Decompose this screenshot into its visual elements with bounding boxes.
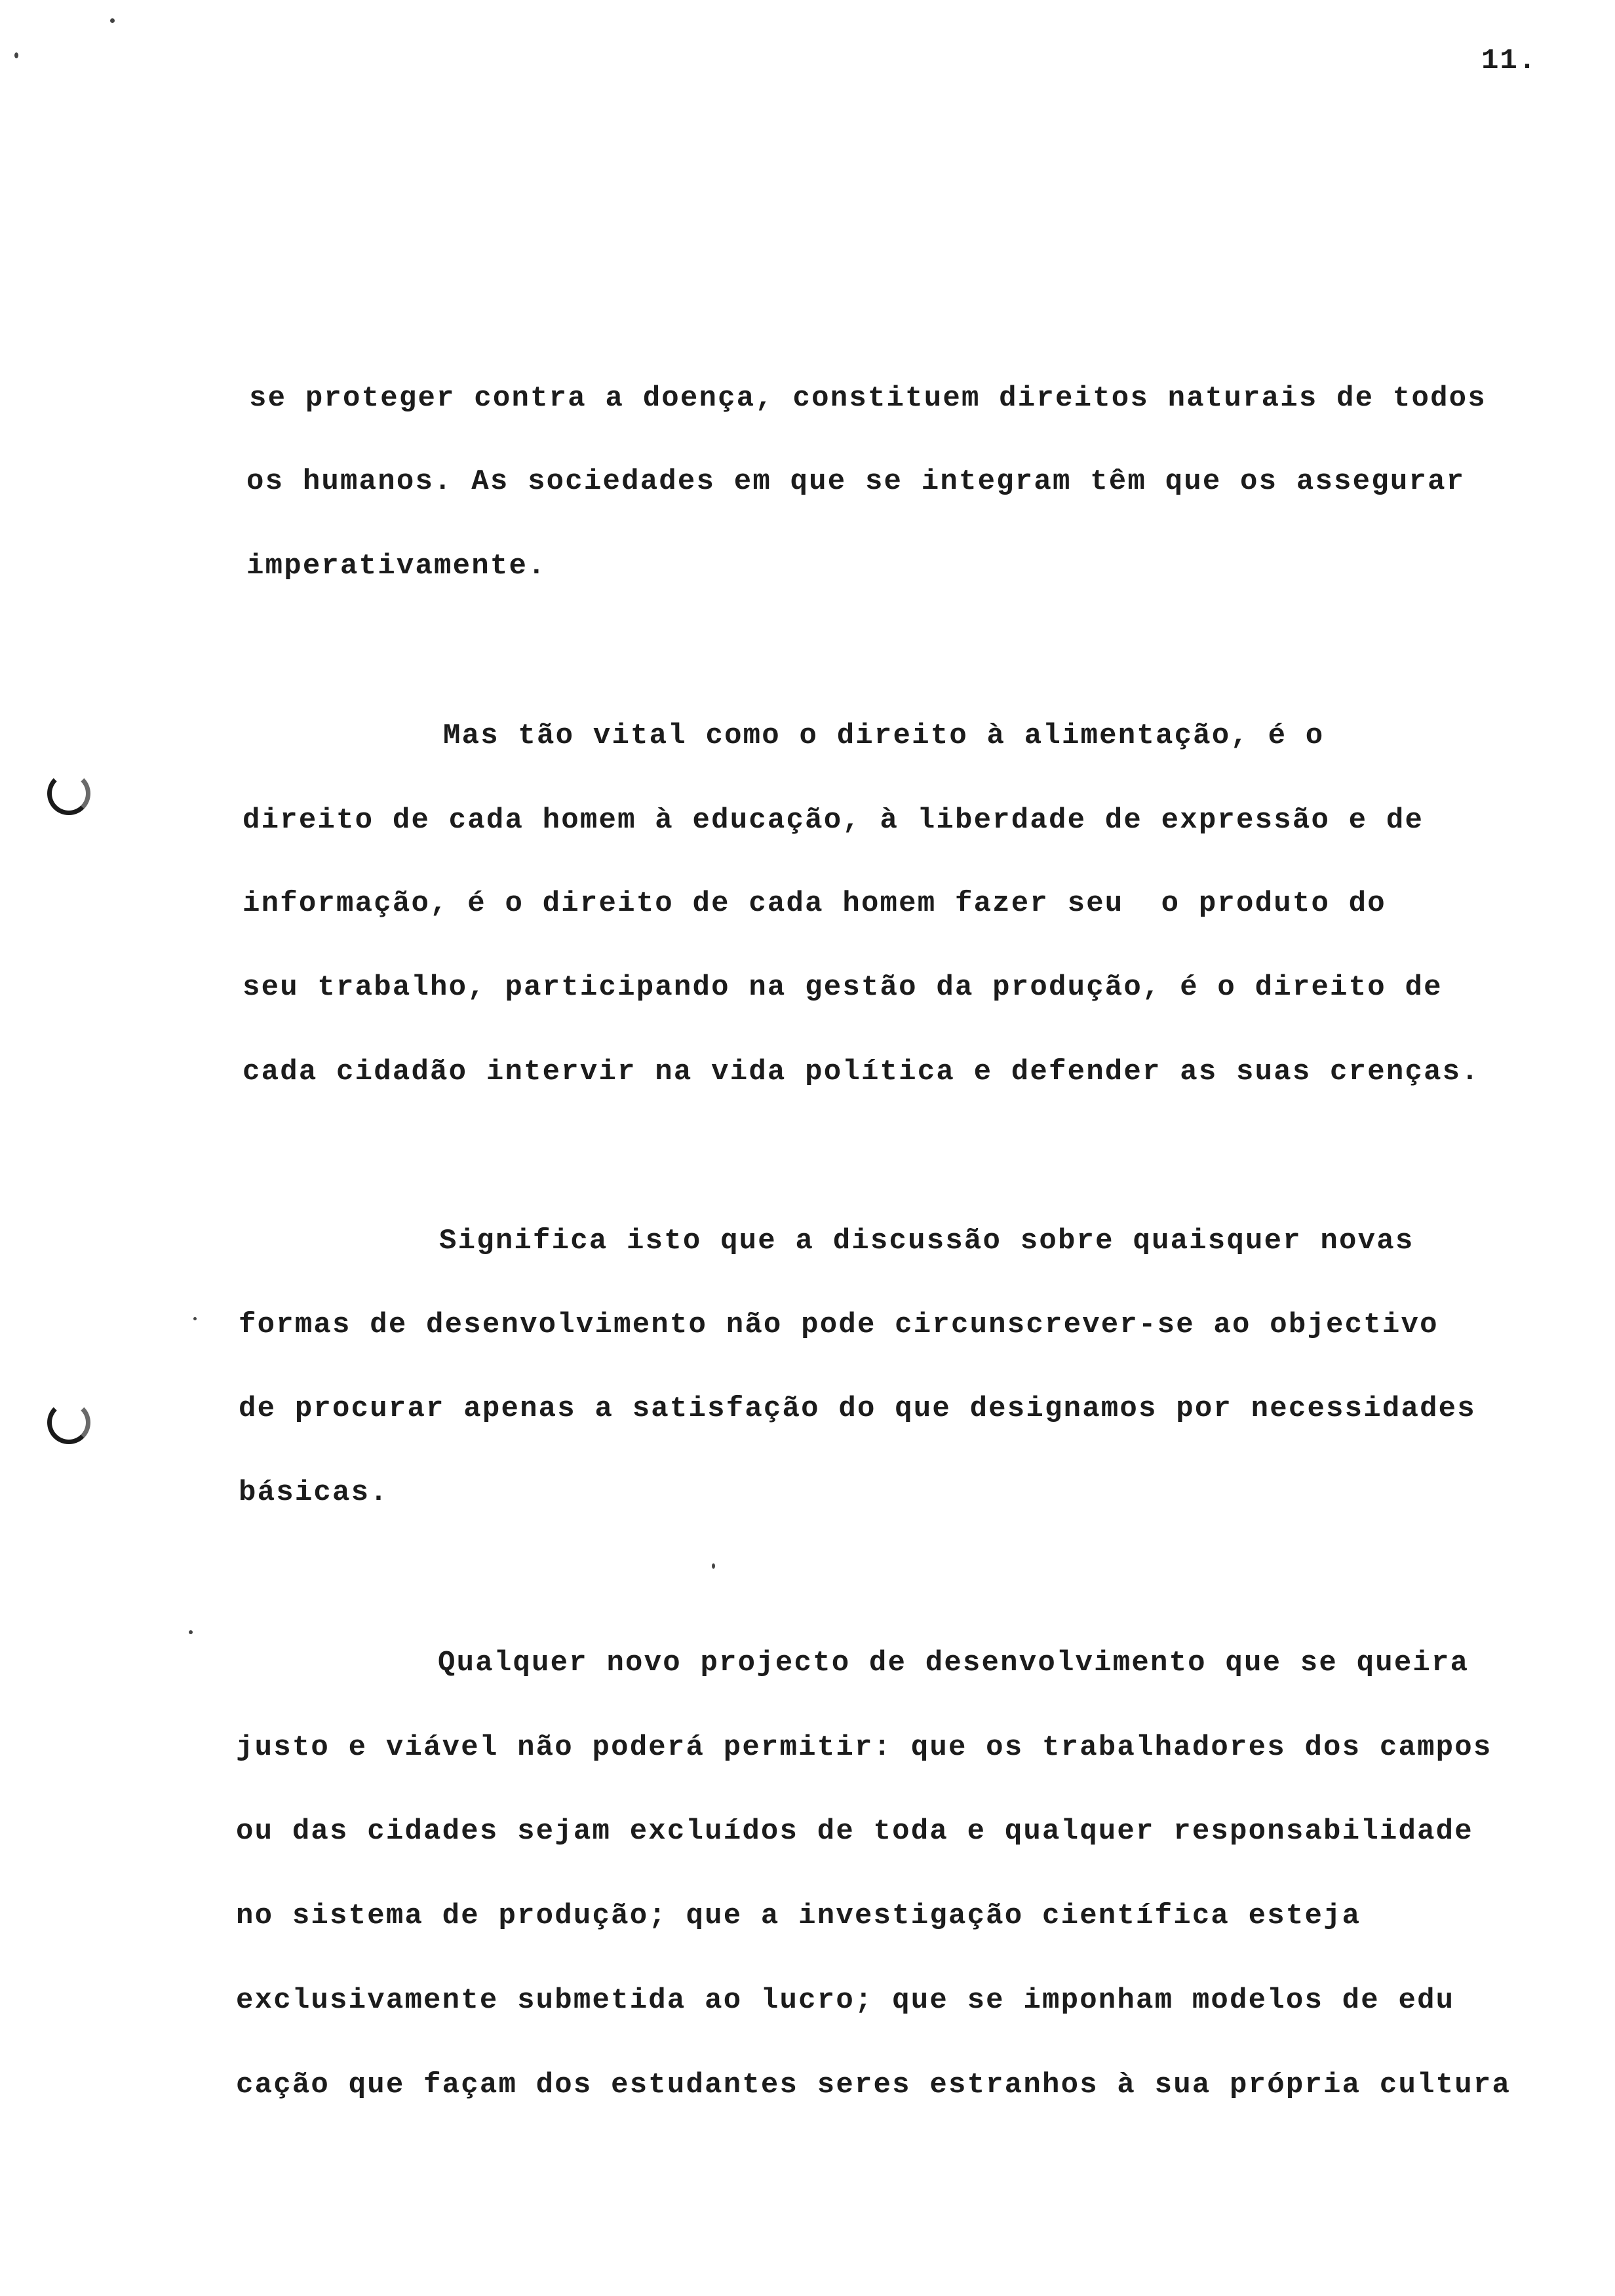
paragraph-3-line-4: básicas. [239, 1476, 389, 1509]
paragraph-4-line-5: exclusivamente submetida ao lucro; que se imponham modelos de edu [236, 1984, 1455, 2017]
paragraph-4-line-4: no sistema de produção; que a investigação científica esteja [236, 1900, 1361, 1932]
paragraph-1-line-1: se proteger contra a doença, constituem direitos naturais de todos [249, 382, 1487, 415]
paragraph-2-line-3: informação, é o direito de cada homem fazer seu o produto do [243, 887, 1386, 920]
paragraph-4-line-6: cação que façam dos estudantes seres estranhos à sua própria cultura [236, 2069, 1511, 2101]
scan-speck [193, 1317, 197, 1320]
scan-speck [189, 1630, 193, 1634]
punch-hole-top [47, 772, 90, 815]
punch-hole-bottom [47, 1401, 90, 1444]
paragraph-2-line-1: Mas tão vital como o direito à alimentação, é o [443, 719, 1325, 752]
scan-speck [110, 18, 115, 23]
paragraph-4-line-3: ou das cidades sejam excluídos de toda e qualquer responsabilidade [236, 1815, 1473, 1848]
paragraph-2-line-5: cada cidadão intervir na vida política e defender as suas crenças. [243, 1056, 1480, 1088]
paragraph-1-line-2: os humanos. As sociedades em que se integram têm que os assegurar [246, 465, 1466, 498]
paragraph-2-line-2: direito de cada homem à educação, à liberdade de expressão e de [243, 804, 1424, 837]
scan-speck [712, 1563, 715, 1569]
paragraph-2-line-4: seu trabalho, participando na gestão da produção, é o direito de [243, 971, 1443, 1004]
page-number: 11. [1481, 45, 1538, 77]
paragraph-1-line-3: imperativamente. [246, 550, 547, 583]
paragraph-4-line-1: Qualquer novo projecto de desenvolvimento que se queira [438, 1647, 1469, 1679]
paragraph-4-line-2: justo e viável não poderá permitir: que os trabalhadores dos campos [236, 1731, 1492, 1764]
paragraph-3-line-2: formas de desenvolvimento não pode circunscrever-se ao objectivo [239, 1309, 1439, 1341]
paragraph-3-line-1: Significa isto que a discussão sobre quaisquer novas [439, 1225, 1414, 1257]
scan-speck [14, 52, 18, 58]
paragraph-3-line-3: de procurar apenas a satisfação do que designamos por necessidades [239, 1392, 1476, 1425]
